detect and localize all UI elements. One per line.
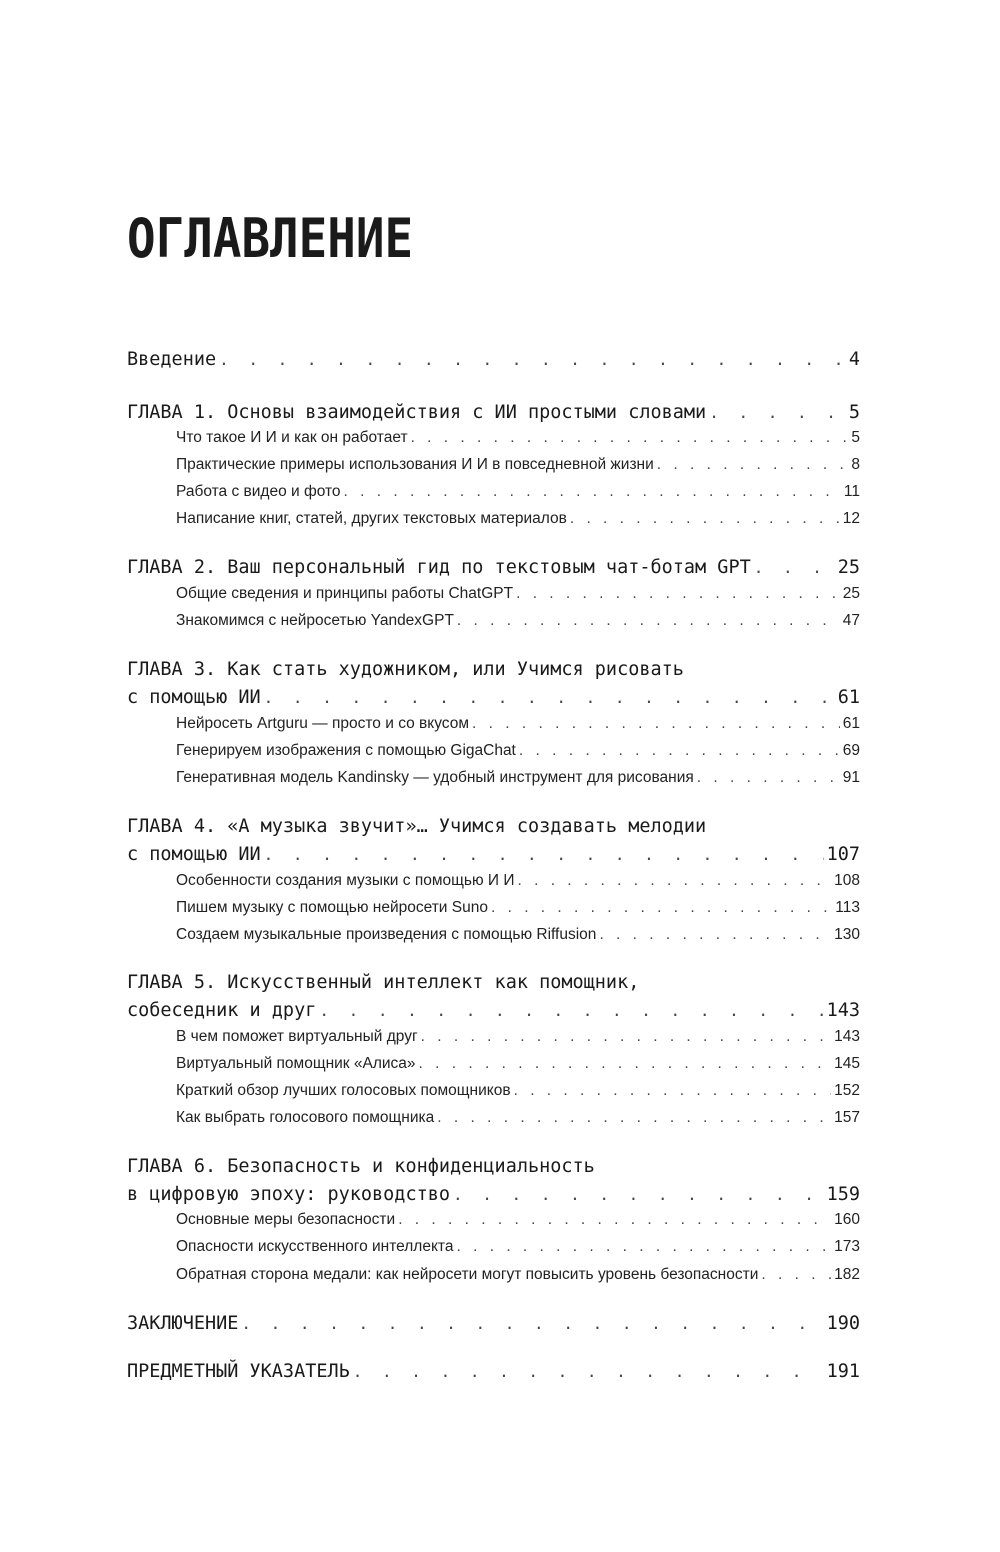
- section-title: Что такое И И и как он работает: [176, 429, 408, 446]
- toc-page-number: 107: [826, 844, 860, 865]
- dot-leader: [697, 769, 840, 787]
- page-title: ОГЛАВЛЕНИЕ: [127, 207, 414, 270]
- dot-leader: [761, 1266, 831, 1284]
- dot-leader: [519, 742, 840, 760]
- dot-leader: [437, 1109, 831, 1127]
- toc-section[interactable]: [176, 1055, 860, 1073]
- section-title: Обратная сторона медали: как нейросети могут повысить уровень безопасности: [176, 1266, 759, 1283]
- toc-page-number: 25: [837, 557, 860, 578]
- dot-leader: [241, 1314, 823, 1333]
- toc-page-number: 11: [843, 483, 860, 500]
- chapter-title: в цифровую эпоху: руководство: [127, 1184, 451, 1205]
- toc-chapter-2[interactable]: [127, 557, 860, 578]
- section-title: Общие сведения и принципы работы ChatGPT: [176, 585, 514, 602]
- chapter-title-line: ГЛАВА 5. Искусственный интеллект как помощник,: [127, 972, 640, 993]
- toc-page-number: 47: [842, 612, 860, 629]
- chapter-title: ГЛАВА 2. Ваш персональный гид по текстовым чат-ботам GPT: [127, 557, 751, 578]
- chapter-title: с помощью ИИ: [127, 687, 261, 708]
- toc-page-number: 159: [826, 1184, 860, 1205]
- toc-page-number: 61: [842, 715, 860, 732]
- toc-section[interactable]: [176, 585, 860, 603]
- toc-page-number: 191: [826, 1361, 860, 1382]
- section-title: Пишем музыку с помощью нейросети Suno: [176, 899, 488, 916]
- section-title: Генеративная модель Kandinsky — удобный инструмент для рисования: [176, 769, 694, 786]
- dot-leader: [456, 1238, 831, 1256]
- toc-page-number: 190: [826, 1313, 860, 1334]
- toc-section[interactable]: [176, 1238, 860, 1256]
- toc-page-number: 12: [842, 510, 860, 527]
- dot-leader: [709, 403, 846, 422]
- toc-section[interactable]: [176, 456, 860, 474]
- toc-page-number: 157: [834, 1109, 860, 1126]
- section-title: Генерируем изображения с помощью GigaChat: [176, 742, 516, 759]
- dot-leader: [353, 1362, 824, 1381]
- dot-leader: [516, 585, 840, 603]
- toc-section[interactable]: [176, 429, 860, 447]
- dot-leader: [344, 483, 841, 501]
- chapter-title: собеседник и друг: [127, 1000, 317, 1021]
- toc-page-number: 143: [826, 1000, 860, 1021]
- dot-leader: [657, 456, 849, 474]
- chapter-title-line: ГЛАВА 4. «А музыка звучит»… Учимся создавать мелодии: [127, 816, 707, 837]
- toc-entry-label: ЗАКЛЮЧЕНИЕ: [127, 1313, 239, 1334]
- toc-section[interactable]: [176, 1109, 860, 1127]
- toc-section[interactable]: [176, 510, 860, 528]
- dot-leader: [570, 510, 840, 528]
- toc-page-number: 61: [837, 687, 860, 708]
- toc-page-number: 152: [834, 1082, 860, 1099]
- toc-chapter-6[interactable]: [127, 1184, 860, 1205]
- toc-entry-intro[interactable]: [127, 349, 860, 370]
- section-title: Создаем музыкальные произведения с помощью Riffusion: [176, 926, 597, 943]
- chapter-title-line: ГЛАВА 3. Как стать художником, или Учимся рисовать: [127, 659, 684, 680]
- dot-leader: [264, 688, 835, 707]
- section-title: Опасности искусственного интеллекта: [176, 1238, 454, 1255]
- toc-section[interactable]: [176, 872, 860, 890]
- toc-section[interactable]: [176, 715, 860, 733]
- toc-section[interactable]: [176, 899, 860, 917]
- dot-leader: [411, 429, 849, 447]
- dot-leader: [599, 926, 831, 944]
- toc-chapter-3[interactable]: [127, 687, 860, 708]
- toc-page-number: 4: [848, 349, 860, 370]
- toc-chapter-1[interactable]: [127, 402, 860, 423]
- toc-entry-label: Введение: [127, 349, 217, 370]
- dot-leader: [754, 558, 835, 577]
- dot-leader: [319, 1001, 823, 1020]
- chapter-title: с помощью ИИ: [127, 844, 261, 865]
- dot-leader: [491, 899, 832, 917]
- dot-leader: [219, 350, 846, 369]
- chapter-title: ГЛАВА 1. Основы взаимодействия с ИИ простыми словами: [127, 402, 707, 423]
- section-title: Написание книг, статей, других текстовых материалов: [176, 510, 567, 527]
- toc-entry-conclusion[interactable]: [127, 1313, 860, 1334]
- toc-page-number: 182: [834, 1266, 860, 1283]
- toc-chapter-4[interactable]: [127, 844, 860, 865]
- dot-leader: [453, 1185, 824, 1204]
- section-title: Виртуальный помощник «Алиса»: [176, 1055, 416, 1072]
- dot-leader: [419, 1055, 832, 1073]
- toc-entry-label: ПРЕДМЕТНЫЙ УКАЗАТЕЛЬ: [127, 1361, 350, 1382]
- dot-leader: [264, 845, 824, 864]
- section-title: Практические примеры использования И И в повседневной жизни: [176, 456, 654, 473]
- dot-leader: [472, 715, 840, 733]
- toc-section[interactable]: [176, 1266, 860, 1284]
- toc-page-number: 143: [834, 1028, 860, 1045]
- toc-section[interactable]: [176, 612, 860, 630]
- toc-page-number: 113: [835, 899, 860, 916]
- dot-leader: [517, 872, 831, 890]
- section-title: Основные меры безопасности: [176, 1211, 396, 1228]
- toc-page-number: 69: [842, 742, 860, 759]
- toc-page-number: 108: [834, 872, 860, 889]
- section-title: Особенности создания музыки с помощью И И: [176, 872, 515, 889]
- section-title: Знакомимся с нейросетью YandexGPT: [176, 612, 454, 629]
- chapter-title-line: ГЛАВА 6. Безопасность и конфиденциальность: [127, 1156, 595, 1177]
- dot-leader: [421, 1028, 832, 1046]
- toc-section[interactable]: [176, 926, 860, 944]
- section-title: В чем поможет виртуальный друг: [176, 1028, 418, 1045]
- toc-page-number: 5: [848, 402, 860, 423]
- toc-page-number: 8: [851, 456, 860, 473]
- toc-section[interactable]: [176, 1028, 860, 1046]
- toc-chapter-5[interactable]: [127, 1000, 860, 1021]
- section-title: Краткий обзор лучших голосовых помощников: [176, 1082, 511, 1099]
- toc-page-number: 145: [834, 1055, 860, 1072]
- toc-page-number: 5: [851, 429, 860, 446]
- toc-page-number: 173: [834, 1238, 860, 1255]
- toc-section[interactable]: [176, 1211, 860, 1229]
- toc-section[interactable]: [176, 769, 860, 787]
- toc-page-number: 91: [842, 769, 860, 786]
- toc-page-number: 130: [834, 926, 860, 943]
- toc-page-number: 160: [834, 1211, 860, 1228]
- toc-entry-index[interactable]: [127, 1361, 860, 1382]
- toc-page-number: 25: [842, 585, 860, 602]
- dot-leader: [457, 612, 840, 630]
- toc-section[interactable]: [176, 742, 860, 760]
- toc-section[interactable]: [176, 1082, 860, 1100]
- section-title: Работа с видео и фото: [176, 483, 341, 500]
- dot-leader: [514, 1082, 832, 1100]
- toc-section[interactable]: [176, 483, 860, 501]
- section-title: Нейросеть Artguru — просто и со вкусом: [176, 715, 470, 732]
- dot-leader: [398, 1211, 831, 1229]
- section-title: Как выбрать голосового помощника: [176, 1109, 435, 1126]
